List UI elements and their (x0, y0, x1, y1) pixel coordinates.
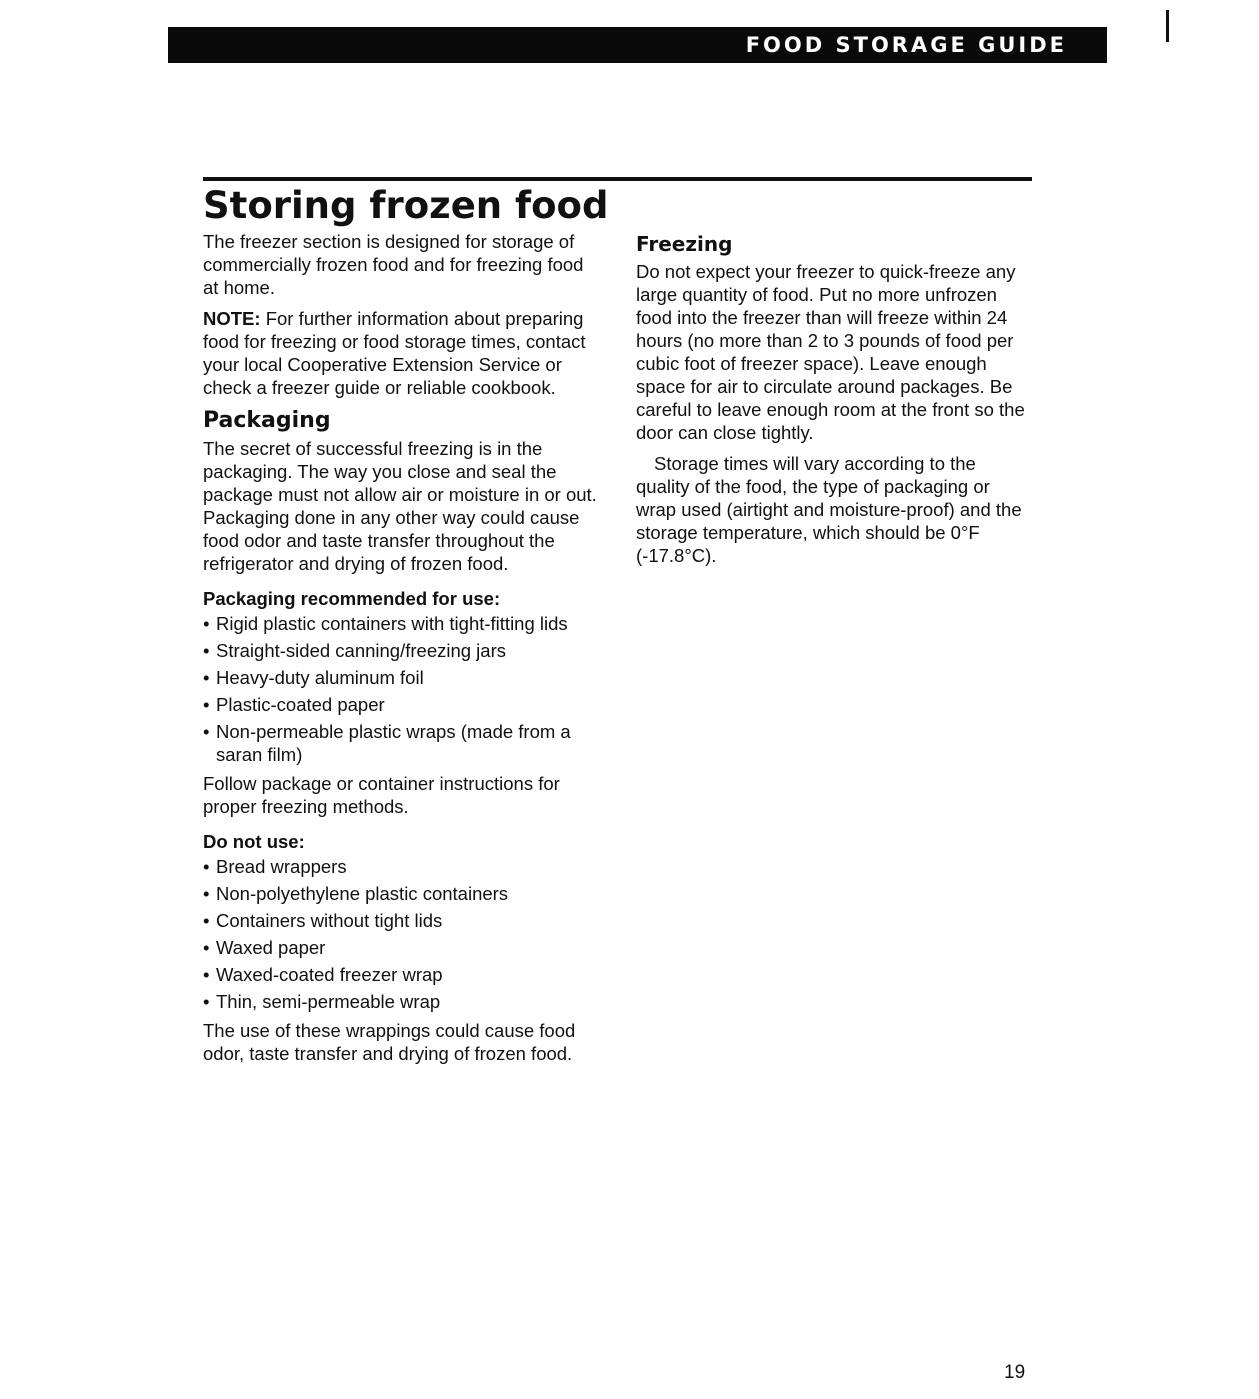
closing-paragraph: The use of these wrappings could cause food odor, taste transfer and drying of frozen food. (203, 1020, 576, 1064)
note-label: NOTE: (203, 308, 261, 329)
do-not-use-heading: Do not use: (203, 831, 305, 852)
title-rule (203, 177, 1032, 181)
list-item: • Waxed paper (203, 936, 603, 959)
page-title: Storing frozen food (203, 184, 609, 227)
list-item: • Bread wrappers (203, 855, 603, 878)
section-header-bar (168, 27, 1107, 63)
list-item: • Thin, semi-permeable wrap (203, 990, 603, 1013)
note-text: For further information about preparing food for freezing or food storage times, contact your local Cooperative Extension Service or check a freezer guide or reliable cookbook. (203, 308, 586, 398)
list-item: • Non-polyethylene plastic containers (203, 882, 603, 905)
recommended-heading: Packaging recommended for use: (203, 588, 501, 609)
list-item: • Non-permeable plastic wraps (made from a saran film) (203, 720, 603, 766)
freezing-heading: Freezing (636, 232, 733, 256)
right-column (636, 230, 1031, 575)
margin-mark (1166, 10, 1169, 42)
list-item: • Containers without tight lids (203, 909, 603, 932)
storage-times-paragraph: Storage times will vary according to the quality of the food, the type of packaging or wrap used (airtight and moisture-proof) and the storage temperature, which should be 0°F (-17.8°C). (636, 453, 1022, 566)
list-item: • Waxed-coated freezer wrap (203, 963, 603, 986)
left-column (203, 230, 603, 1073)
note-paragraph (203, 307, 603, 399)
packaging-heading: Packaging (203, 408, 331, 433)
list-item: • Rigid plastic containers with tight-fitting lids (203, 612, 603, 635)
follow-instructions-paragraph: Follow package or container instructions for proper freezing methods. (203, 773, 560, 817)
intro-paragraph: The freezer section is designed for storage of commercially frozen food and for freezing food at home. (203, 231, 584, 298)
packaging-paragraph: The secret of successful freezing is in the packaging. The way you close and seal the package must not allow air or moisture in or out. Packaging done in any other way could cause food odor and taste transfer throughout the refrigerator and drying of frozen food. (203, 438, 597, 574)
section-header-title: FOOD STORAGE GUIDE (745, 33, 1067, 57)
page-number: 19 (1004, 1362, 1026, 1383)
list-item: • Heavy-duty aluminum foil (203, 666, 603, 689)
list-item: • Straight-sided canning/freezing jars (203, 639, 603, 662)
do-not-use-list (203, 855, 603, 1013)
freezing-paragraph: Do not expect your freezer to quick-freeze any large quantity of food. Put no more unfrozen food into the freezer than will freeze within 24 hours (no more than 2 to 3 pounds of food per cubic foot of freezer space). Leave enough space for air to circulate around packages. Be careful to leave enough room at the front so the door can close tightly. (636, 261, 1025, 443)
recommended-list (203, 612, 603, 766)
list-item: • Plastic-coated paper (203, 693, 603, 716)
